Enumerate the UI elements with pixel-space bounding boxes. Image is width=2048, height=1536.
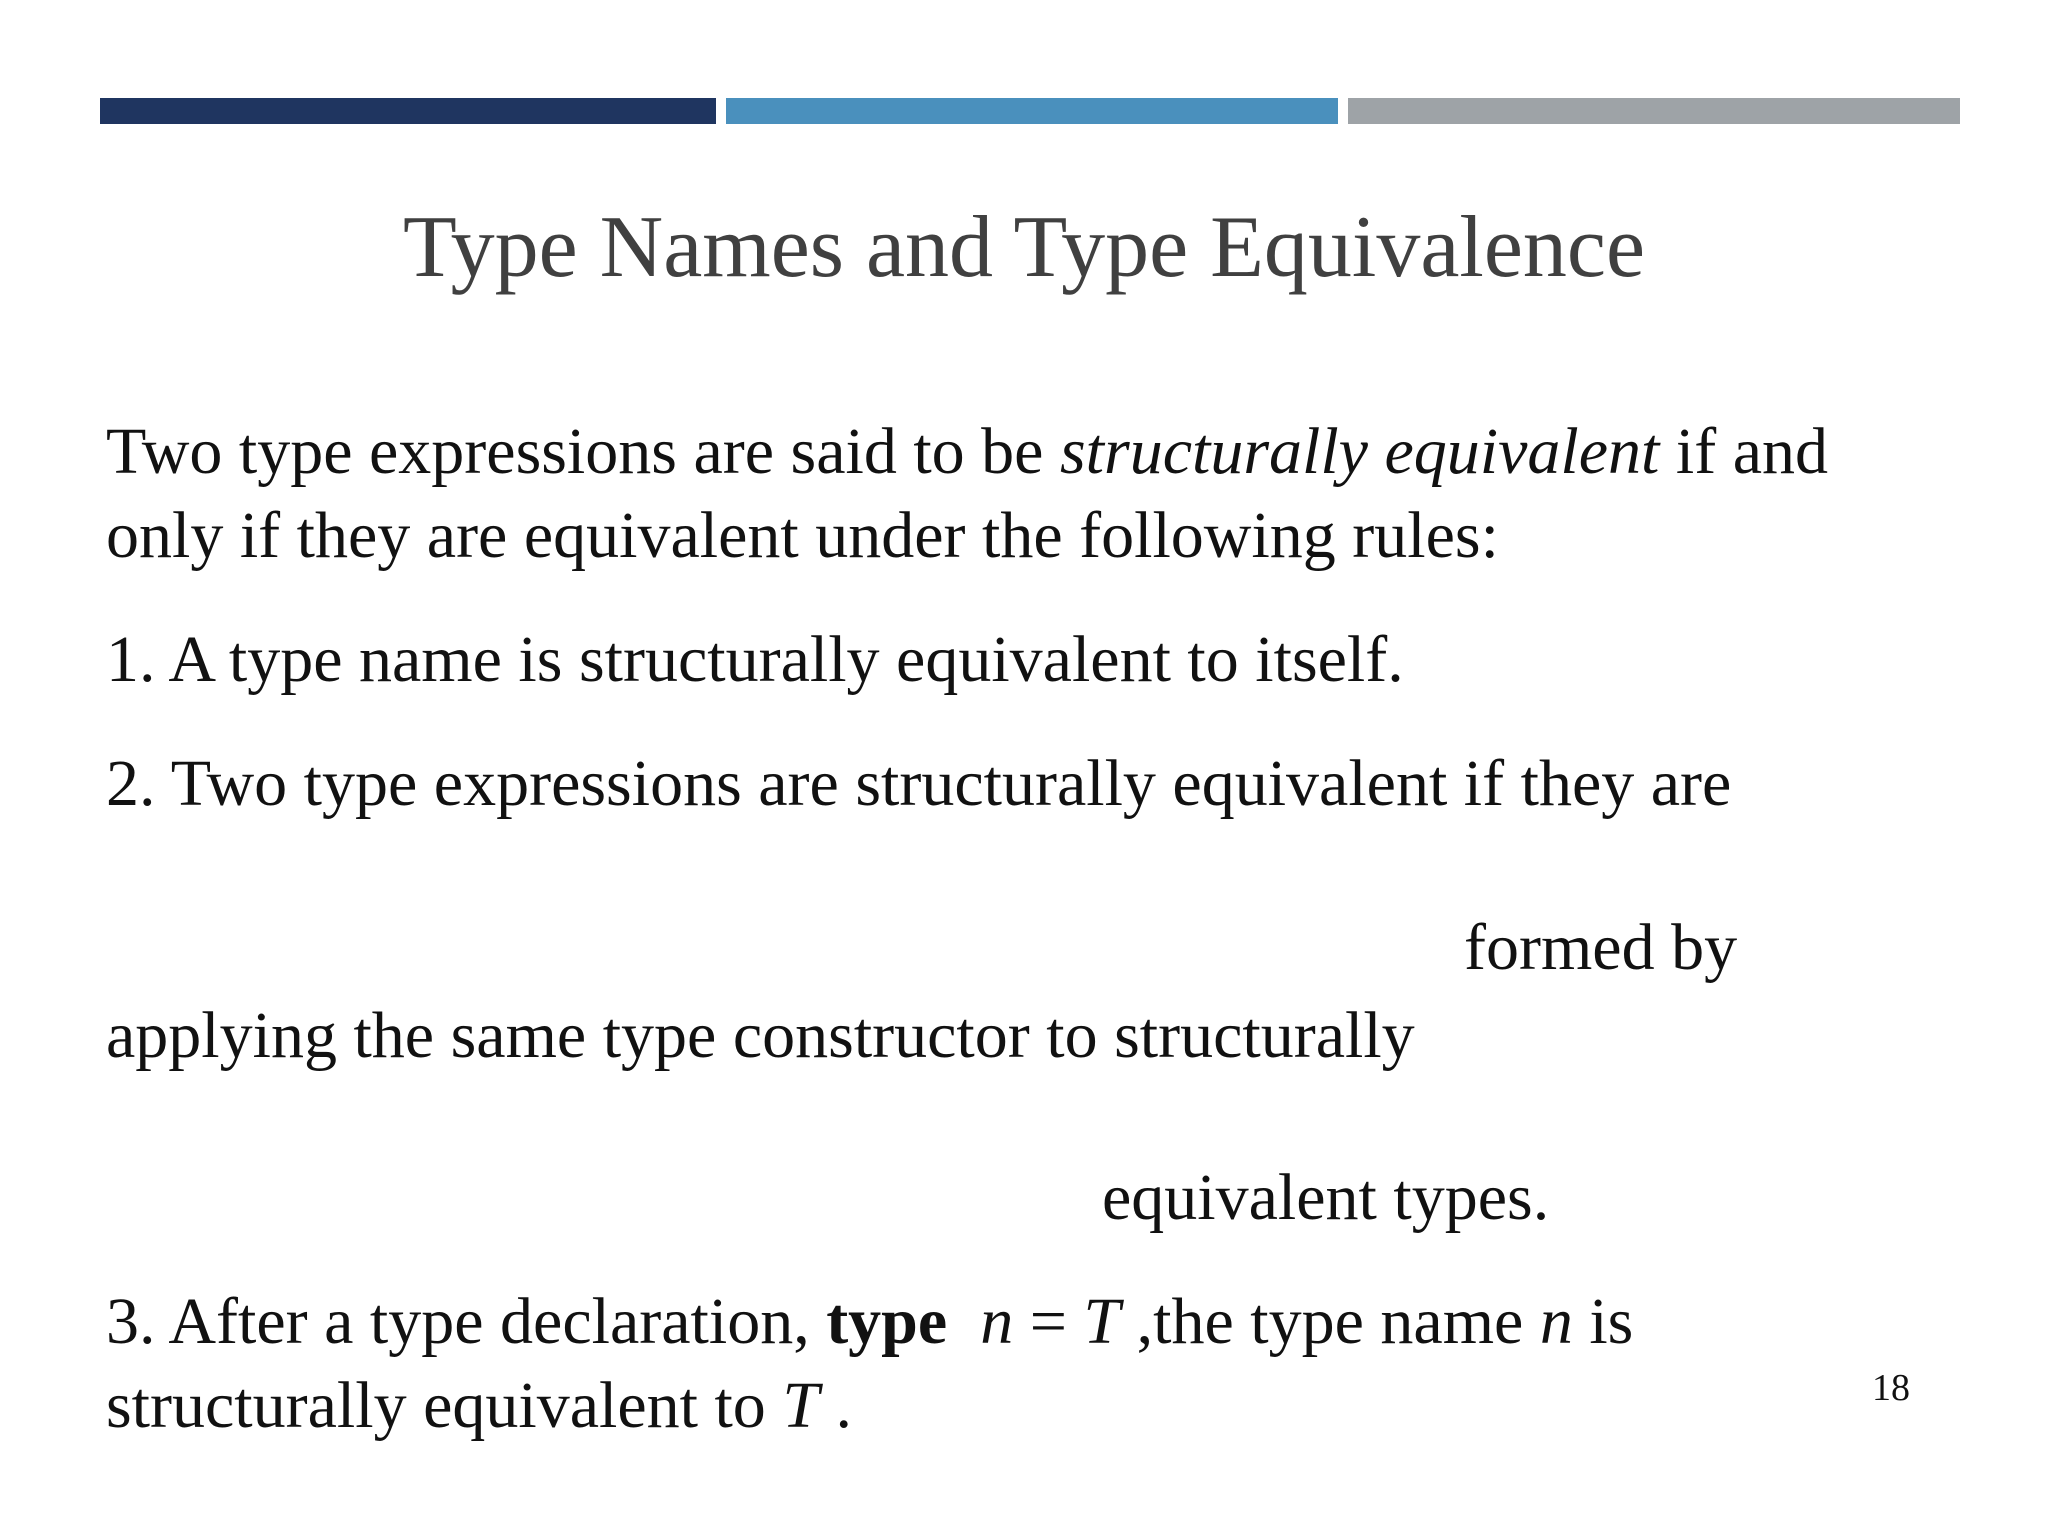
intro-text-end: if and [1659, 415, 1828, 488]
rule-3-var-T2: T [782, 1369, 820, 1442]
intro-line-2: only if they are equivalent under the following rules: [106, 499, 1499, 572]
rule-2-line-1: 2. Two type expressions are structurally equivalent if they are [106, 747, 1732, 820]
rule-2-line-3: applying the same type constructor to structurally [106, 999, 1415, 1072]
header-bar-blue [726, 98, 1338, 124]
rule-3-equals: = [1013, 1285, 1084, 1358]
page-number: 18 [1872, 1367, 1910, 1409]
rule-3-line2-suffix: . [819, 1369, 853, 1442]
rule-1: 1. A type name is structurally equivalent to itself. [106, 623, 1404, 696]
rule-3-prefix: 3. After a type declaration, [106, 1285, 827, 1358]
intro-paragraph [106, 410, 1828, 578]
rule-3-var-n: n [980, 1285, 1014, 1358]
rule-3-suffix: is [1572, 1285, 1634, 1358]
rule-2-line-2: formed by [1464, 911, 1738, 984]
rule-3-line2-prefix: structurally equivalent to [106, 1369, 783, 1442]
rule-2-line-4: equivalent types. [1102, 1161, 1550, 1234]
intro-text-start: Two type expressions are said to be [106, 415, 1060, 488]
header-bar-dark [100, 98, 716, 124]
rule-3 [106, 1280, 1633, 1448]
rule-3-keyword: type [826, 1285, 948, 1358]
rule-3-var-T: T [1083, 1285, 1121, 1358]
header-bar-gray [1348, 98, 1960, 124]
slide-title: Type Names and Type Equivalence [402, 199, 1646, 296]
rule-3-middle: ,the type name [1120, 1285, 1540, 1358]
intro-emphasis: structurally equivalent [1059, 415, 1660, 488]
rule-3-var-n2: n [1539, 1285, 1573, 1358]
